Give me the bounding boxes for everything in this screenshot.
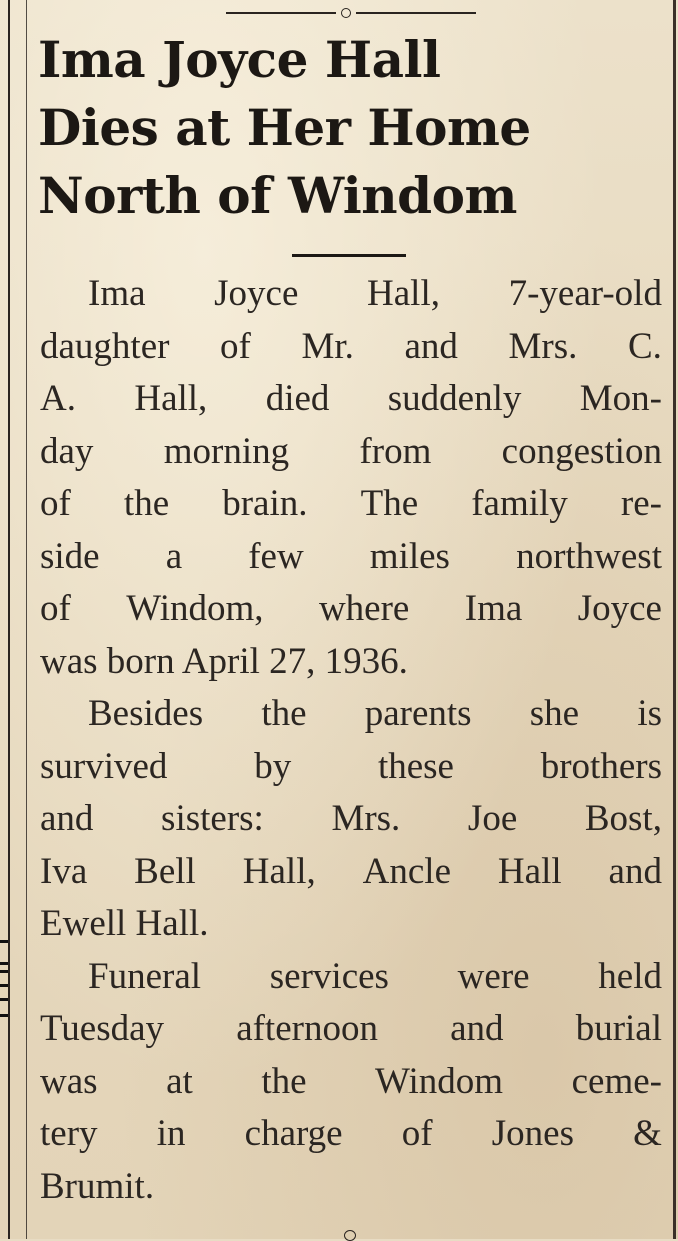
paragraph-3 [40,951,662,1214]
edge-print-marks [0,940,8,1080]
text-line: was born April 27, 1936. [40,640,408,682]
column-rule-left [8,0,10,1239]
text-line: Iva Bell Hall, Ancle Hall and [40,850,662,892]
headline-divider [292,254,406,257]
text-line: survived by these brothers [40,745,662,787]
column-rule-right [673,0,676,1239]
text-line: side a few miles northwest [40,535,662,577]
column-rule-inner [26,0,27,1239]
text-line: of the brain. The family re- [40,483,662,524]
bottom-ornament [344,1230,356,1241]
top-ornament-rule [226,8,476,18]
text-line: of Windom, where Ima Joyce [40,588,662,629]
text-line: tery in charge of Jones & [40,1113,662,1154]
text-line: Ewell Hall. [40,903,209,944]
text-line: day morning from congestion [40,430,662,472]
text-line: was at the Windom ceme- [40,1060,662,1102]
headline-line: Dies at Her Home [38,98,531,157]
text-line: Ima Joyce Hall, 7-year-old [88,273,662,314]
text-line: Funeral services were held [88,955,662,997]
paragraph-2 [40,688,662,951]
paragraph-1 [40,268,662,688]
headline [38,26,658,230]
text-line: Besides the parents she is [88,693,662,734]
text-line: daughter of Mr. and Mrs. C. [40,325,662,367]
text-line: Tuesday afternoon and burial [40,1008,662,1049]
text-line: Brumit. [40,1165,155,1207]
text-line: A. Hall, died suddenly Mon- [40,378,662,419]
text-line: and sisters: Mrs. Joe Bost, [40,798,662,839]
article-body [40,268,662,1213]
headline-line: North of Windom [38,166,517,225]
headline-line: Ima Joyce Hall [38,30,441,89]
